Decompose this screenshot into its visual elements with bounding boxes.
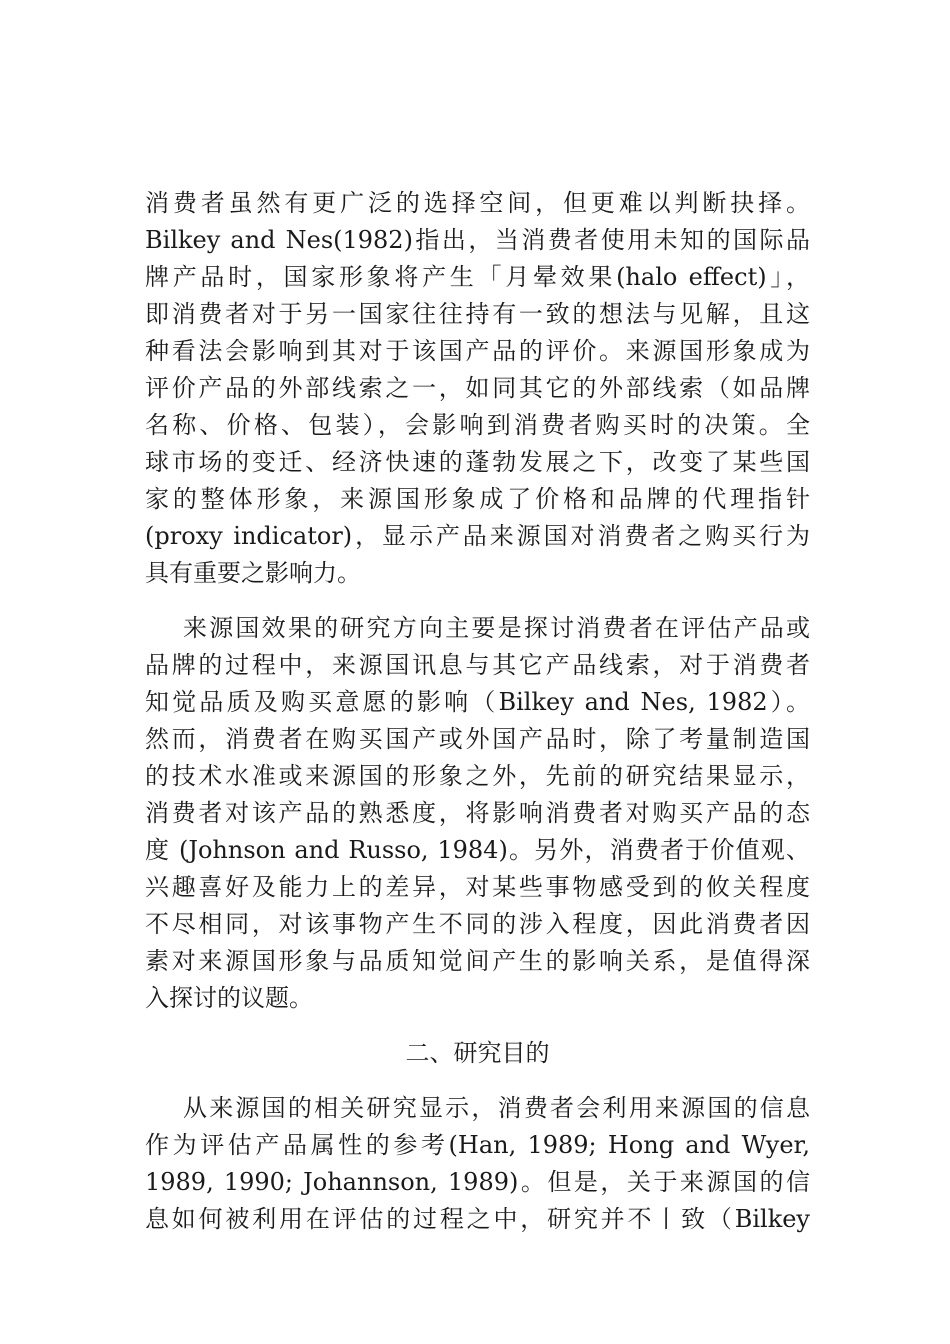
text-line: 从来源国的相关研究显示，消费者会利用来源国的信息 — [183, 1094, 810, 1122]
text-line: 作为评估产品属性的参考(Han, 1989; Hong and Wyer, — [145, 1131, 810, 1159]
text-line: 入探讨的议题。 — [145, 984, 313, 1012]
text-line: 消费者虽然有更广泛的选择空间，但更难以判断抉择。 — [145, 189, 810, 217]
text-line: 品牌的过程中，来源国讯息与其它产品线索，对于消费者 — [145, 651, 810, 679]
paragraph-gap — [145, 1072, 810, 1090]
text-line: 1989, 1990; Johannson, 1989)。但是，关于来源国的信 — [145, 1168, 810, 1196]
text-line: 球市场的变迁、经济快速的蓬勃发展之下，改变了某些国 — [145, 448, 810, 476]
paragraph-3 — [145, 1090, 810, 1238]
text-line: Bilkey and Nes(1982)指出，当消费者使用未知的国际品 — [145, 226, 810, 254]
text-line: 名称、价格、包装），会影响到消费者购买时的决策。全 — [145, 411, 810, 439]
text-line: 不尽相同，对该事物产生不同的涉入程度，因此消费者因 — [145, 910, 810, 938]
paragraph-gap — [145, 592, 810, 610]
text-line: 消费者对该产品的熟悉度，将影响消费者对购买产品的态 — [145, 799, 810, 827]
text-line: 息如何被利用在评估的过程之中，研究并不丨致（Bilkey — [145, 1205, 810, 1233]
section-heading: 二、研究目的 — [405, 1039, 550, 1067]
text-line: 兴趣喜好及能力上的差异，对某些事物感受到的攸关程度 — [145, 873, 810, 901]
text-line: 牌产品时，国家形象将产生「月晕效果(halo effect)」， — [145, 263, 810, 291]
text-line: 评价产品的外部线索之一，如同其它的外部线索（如品牌 — [145, 374, 810, 402]
text-line: 即消费者对于另一国家往往持有一致的想法与见解，且这 — [145, 300, 810, 328]
text-line: 素对来源国形象与品质知觉间产生的影响关系，是值得深 — [145, 947, 810, 975]
paragraph-2 — [145, 610, 810, 1017]
text-line: 然而，消费者在购买国产或外国产品时，除了考量制造国 — [145, 725, 810, 753]
text-line: 家的整体形象，来源国形象成了价格和品牌的代理指针 — [145, 485, 810, 513]
document-page — [145, 185, 810, 1238]
text-line: 种看法会影响到其对于该国产品的评价。来源国形象成为 — [145, 337, 810, 365]
paragraph-1 — [145, 185, 810, 592]
text-line: 知觉品质及购买意愿的影响（Bilkey and Nes, 1982）。 — [145, 688, 810, 716]
text-line: (proxy indicator)，显示产品来源国对消费者之购买行为 — [145, 522, 810, 550]
text-line: 的技术水准或来源国的形象之外，先前的研究结果显示， — [145, 762, 810, 790]
text-line: 来源国效果的研究方向主要是探讨消费者在评估产品或 — [183, 614, 810, 642]
text-line: 度 (Johnson and Russo, 1984)。另外，消费者于价值观、 — [145, 836, 810, 864]
text-line: 具有重要之影响力。 — [145, 559, 361, 587]
paragraph-gap — [145, 1017, 810, 1035]
